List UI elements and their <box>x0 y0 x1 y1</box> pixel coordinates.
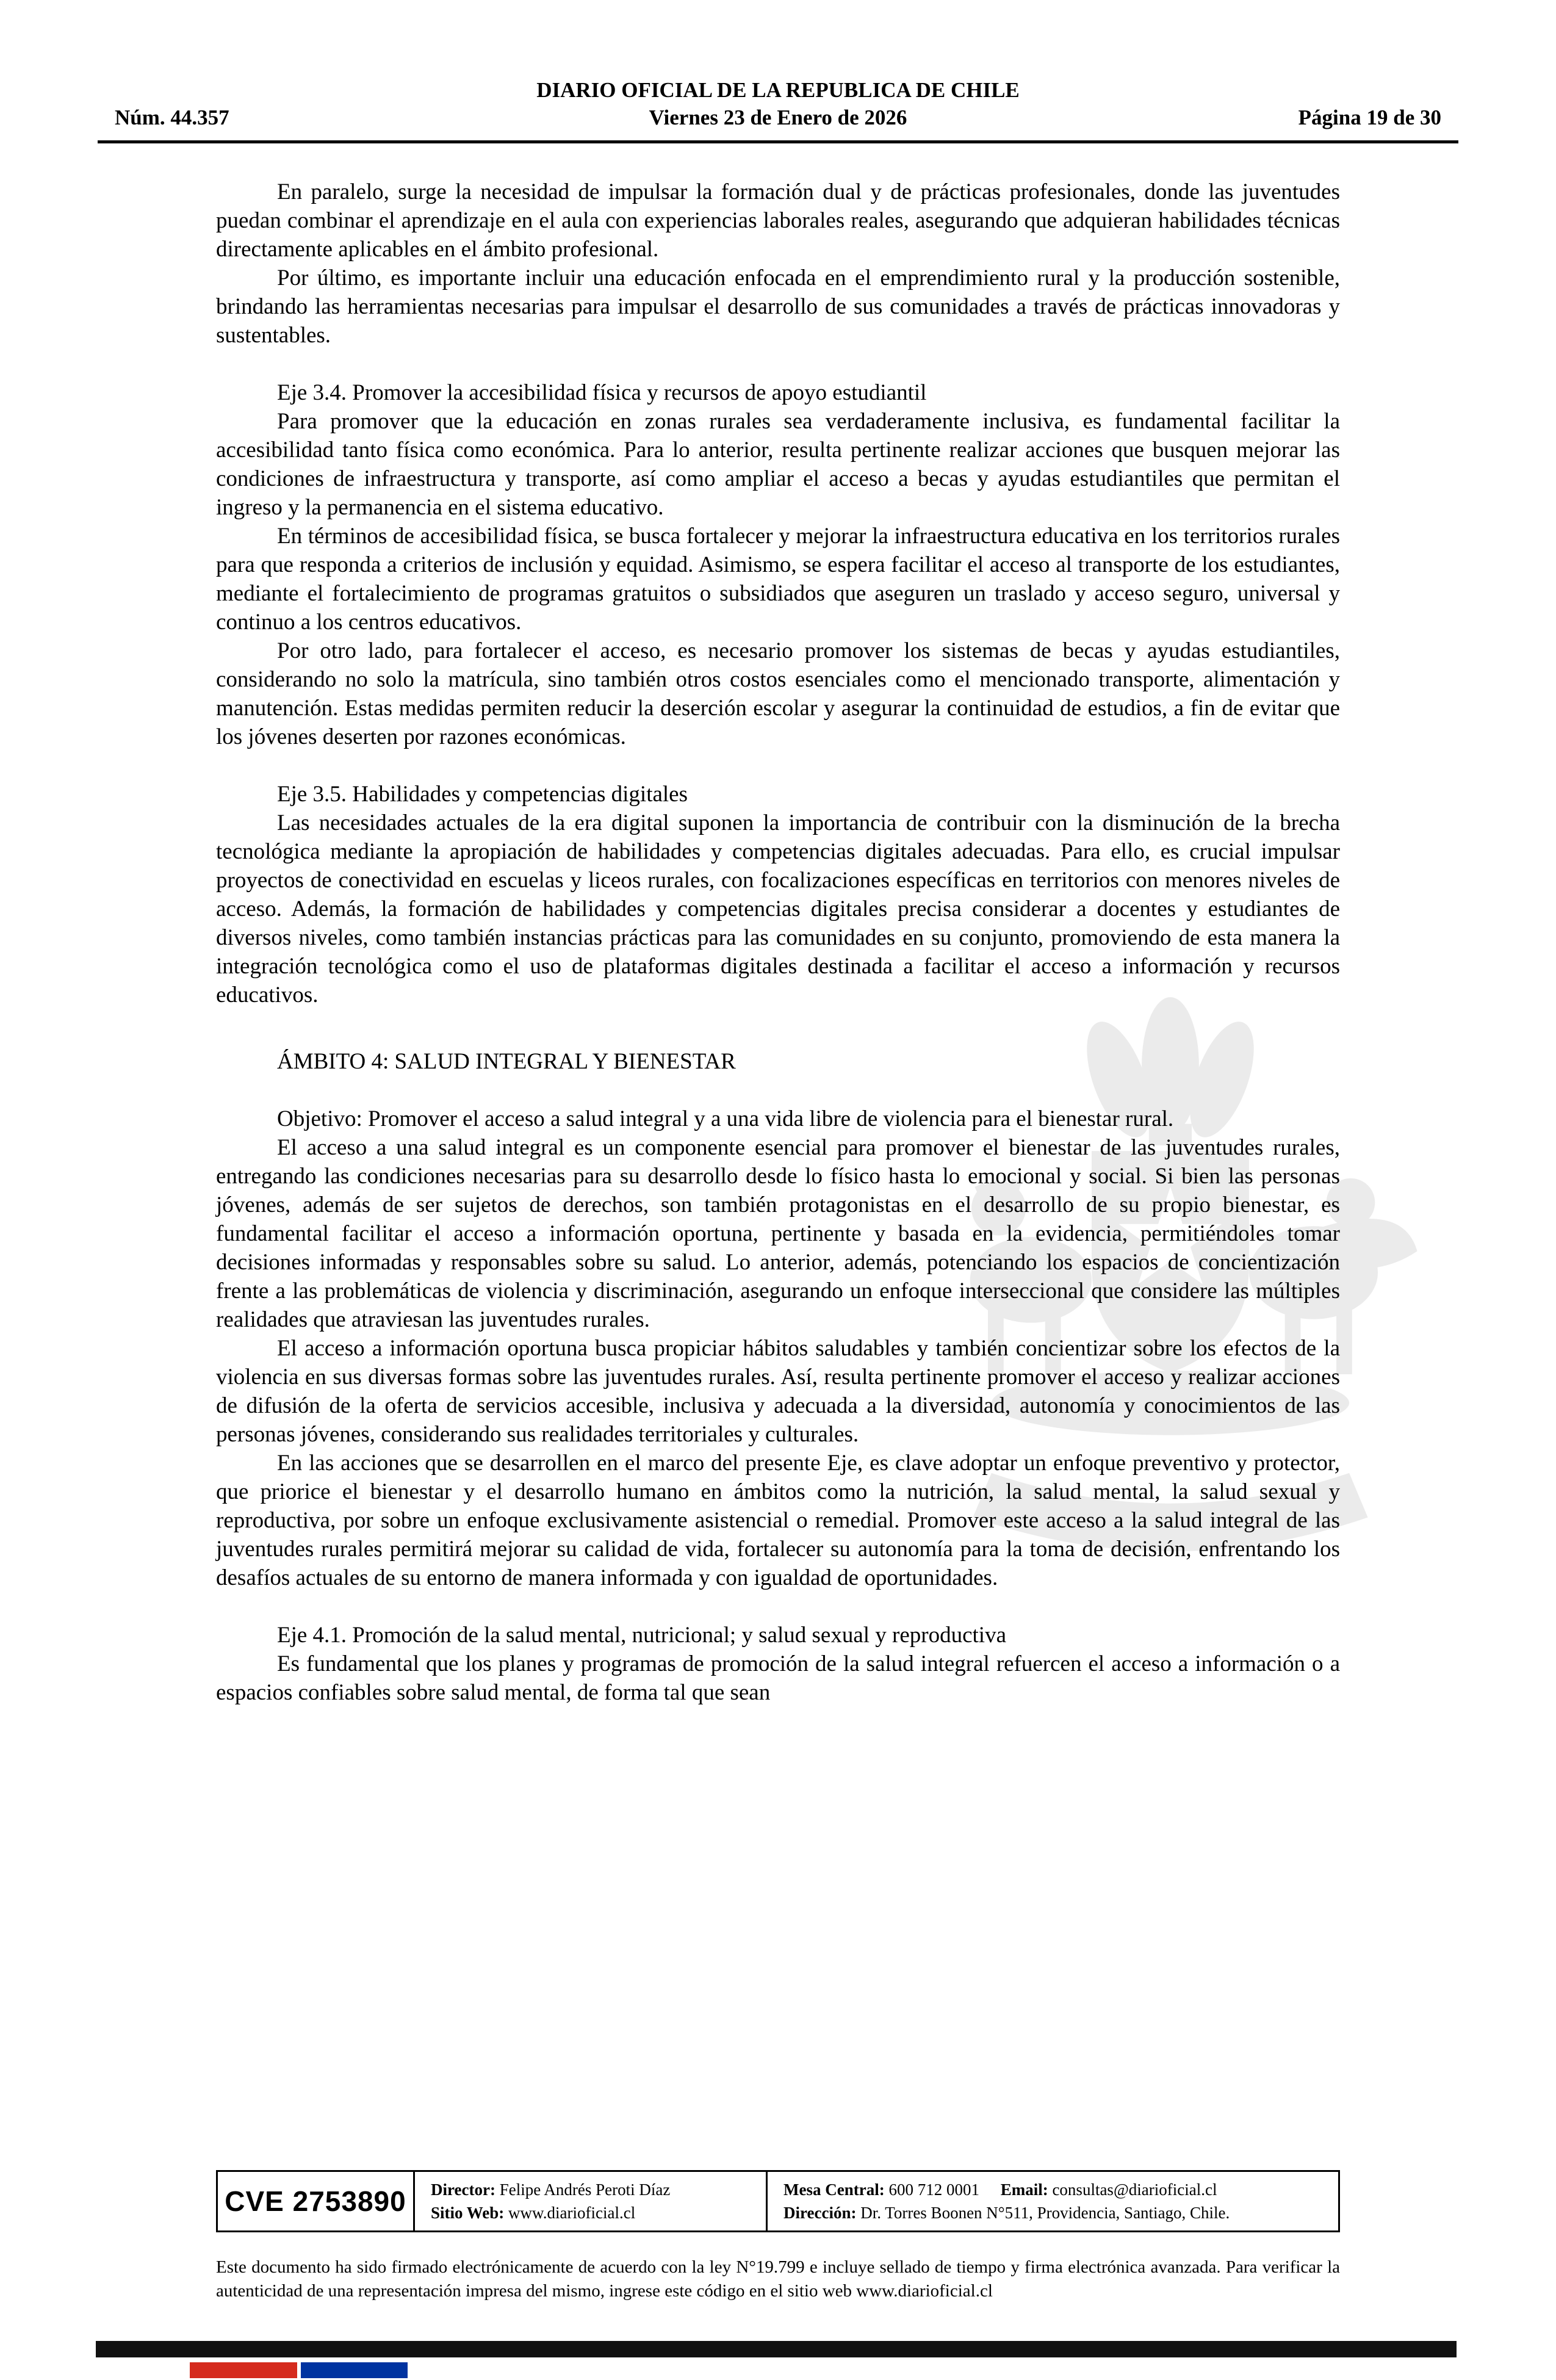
page-header <box>0 0 1556 143</box>
paragraph: En paralelo, surge la necesidad de impulsar la formación dual y de prácticas profesionales, donde las juventudes puedan combinar el aprendizaje en el aula con experiencias laborales reales, asegurando que adquieran habilidades técnicas directamente aplicables en el ámbito profesional. <box>216 179 1340 262</box>
address-line <box>783 2204 1322 2223</box>
director-label: Director: <box>431 2180 495 2199</box>
gazette-title: DIARIO OFICIAL DE LA REPUBLICA DE CHILE <box>536 78 1020 102</box>
paragraph: Objetivo: Promover el acceso a salud integral y a una vida libre de violencia para el bienestar rural. <box>277 1106 1174 1131</box>
bottom-bar <box>96 2341 1457 2357</box>
page-indicator: Página 19 de 30 <box>1298 106 1441 129</box>
flag-red-block <box>190 2362 297 2378</box>
section-heading: Eje 3.4. Promover la accesibilidad física y recursos de apoyo estudiantil <box>277 380 927 405</box>
website-line <box>431 2204 750 2223</box>
email-label: Email: <box>1000 2180 1048 2199</box>
email-value: consultas@diarioficial.cl <box>1052 2180 1217 2199</box>
paragraph: Es fundamental que los planes y programas de promoción de la salud integral refuercen el acceso a información o a espacios confiables sobre salud mental, de forma tal que sean <box>216 1651 1340 1705</box>
paragraph: El acceso a una salud integral es un componente esencial para promover el bienestar de las juventudes rurales, entregando las condiciones necesarias para su desarrollo desde lo físico hasta lo emocional y social. Si bien las personas jóvenes, además de ser sujetos de derechos, son también protagonistas en el desarrollo de su propio bienestar, es fundamental facilitar el acceso a información oportuna, pertinente y basada en la evidencia, permitiéndoles tomar decisiones informadas y responsables sobre su salud. Lo anterior, además, potenciando los espacios de concientización frente a las problemáticas de violencia y discriminación, asegurando un enfoque interseccional que considere las múltiples realidades que atraviesan las juventudes rurales. <box>216 1135 1340 1332</box>
address-value: Dr. Torres Boonen N°511, Providencia, Santiago, Chile. <box>860 2203 1230 2222</box>
header-divider <box>98 140 1458 143</box>
chapter-heading: ÁMBITO 4: SALUD INTEGRAL Y BIENESTAR <box>277 1049 736 1074</box>
cve-number: CVE 2753890 <box>225 2185 406 2217</box>
mesa-central-label: Mesa Central: <box>783 2180 885 2199</box>
paragraph: En términos de accesibilidad física, se busca fortalecer y mejorar la infraestructura educativa en los territorios rurales para que responda a criterios de inclusión y equidad. Asimismo, se espera facilitar el acceso al transporte de los estudiantes, mediante el fortalecimiento de programas gratuitos o subsidiados que aseguren un traslado y acceso seguro, universal y continuo a los centros educativos. <box>216 524 1340 635</box>
section-heading: Eje 4.1. Promoción de la salud mental, nutricional; y salud sexual y reproductiva <box>277 1623 1007 1648</box>
document-body <box>216 178 1340 1707</box>
website-value: www.diarioficial.cl <box>508 2203 636 2222</box>
paragraph: Para promover que la educación en zonas rurales sea verdaderamente inclusiva, es fundamental facilitar la accesibilidad tanto física como económica. Para lo anterior, resulta pertinente realizar acciones que busquen mejorar las condiciones de infraestructura y transporte, así como ampliar el acceso a becas y ayudas estudiantiles que permitan el ingreso y la permanencia en el sistema educativo. <box>216 409 1340 520</box>
footer-director-column <box>415 2172 766 2230</box>
legal-notice: Este documento ha sido firmado electrónicamente de acuerdo con la ley N°19.799 e incluye sellado de tiempo y firma electrónica avanzada. Para verificar la autenticidad de una representación impresa del mismo, ingrese este código en el sitio web www.diarioficial.cl <box>216 2257 1340 2301</box>
paragraph: El acceso a información oportuna busca propiciar hábitos saludables y también concientizar sobre los efectos de la violencia en sus diversas formas sobre las juventudes rurales. Así, resulta pertinente promover el acceso y realizar acciones de difusión de la oferta de servicios accesible, inclusiva y adecuada a la diversidad, autonomía y conocimientos de las personas jóvenes, considerando sus realidades territoriales y culturales. <box>216 1336 1340 1447</box>
section-heading: Eje 3.5. Habilidades y competencias digitales <box>277 782 688 807</box>
address-label: Dirección: <box>783 2203 857 2222</box>
paragraph-list <box>216 178 1340 1707</box>
paragraph: Por otro lado, para fortalecer el acceso, es necesario promover los sistemas de becas y ayudas estudiantiles, considerando no solo la matrícula, sino también otros costos esenciales como el mencionado transporte, alimentación y manutención. Estas medidas permiten reducir la deserción escolar y asegurar la continuidad de estudios, a fin de evitar que los jóvenes deserten por razones económicas. <box>216 638 1340 749</box>
director-line <box>431 2180 750 2199</box>
director-value: Felipe Andrés Peroti Díaz <box>499 2180 671 2199</box>
cve-footer-box <box>216 2170 1340 2232</box>
website-label: Sitio Web: <box>431 2203 505 2222</box>
contact-line <box>783 2180 1322 2199</box>
footer-contact-column <box>768 2172 1338 2230</box>
issue-date: Viernes 23 de Enero de 2026 <box>649 106 907 129</box>
mesa-central-value: 600 712 0001 <box>888 2180 979 2199</box>
issue-number: Núm. 44.357 <box>115 106 229 129</box>
paragraph: Las necesidades actuales de la era digital suponen la importancia de contribuir con la disminución de la brecha tecnológica mediante la apropiación de habilidades y competencias digitales adecuadas. Para ello, es crucial impulsar proyectos de conectividad en escuelas y liceos rurales, con focalizaciones específicas en territorios con menores niveles de acceso. Además, la formación de habilidades y competencias digitales precisa considerar a docentes y estudiantes de diversos niveles, como también instancias prácticas para las comunidades en su conjunto, promoviendo de esta manera la integración tecnológica como el uso de plataformas digitales destinada a facilitar el acceso a información y recursos educativos. <box>216 810 1340 1008</box>
flag-blue-block <box>301 2362 408 2378</box>
paragraph: Por último, es importante incluir una educación enfocada en el emprendimiento rural y la producción sostenible, brindando las herramientas necesarias para impulsar el desarrollo de sus comunidades a través de prácticas innovadoras y sustentables. <box>216 265 1340 348</box>
paragraph: En las acciones que se desarrollen en el marco del presente Eje, es clave adoptar un enfoque preventivo y protector, que priorice el bienestar y el desarrollo humano en ámbitos como la nutrición, la salud mental, la salud sexual y reproductiva, por sobre un enfoque exclusivamente asistencial o remedial. Promover este acceso a la salud integral de las juventudes rurales permitirá mejorar su calidad de vida, fortalecer su autonomía para la toma de decisión, enfrentando los desafíos actuales de su entorno de manera informada y con igualdad de oportunidades. <box>216 1451 1340 1590</box>
header-meta-row <box>98 104 1458 132</box>
